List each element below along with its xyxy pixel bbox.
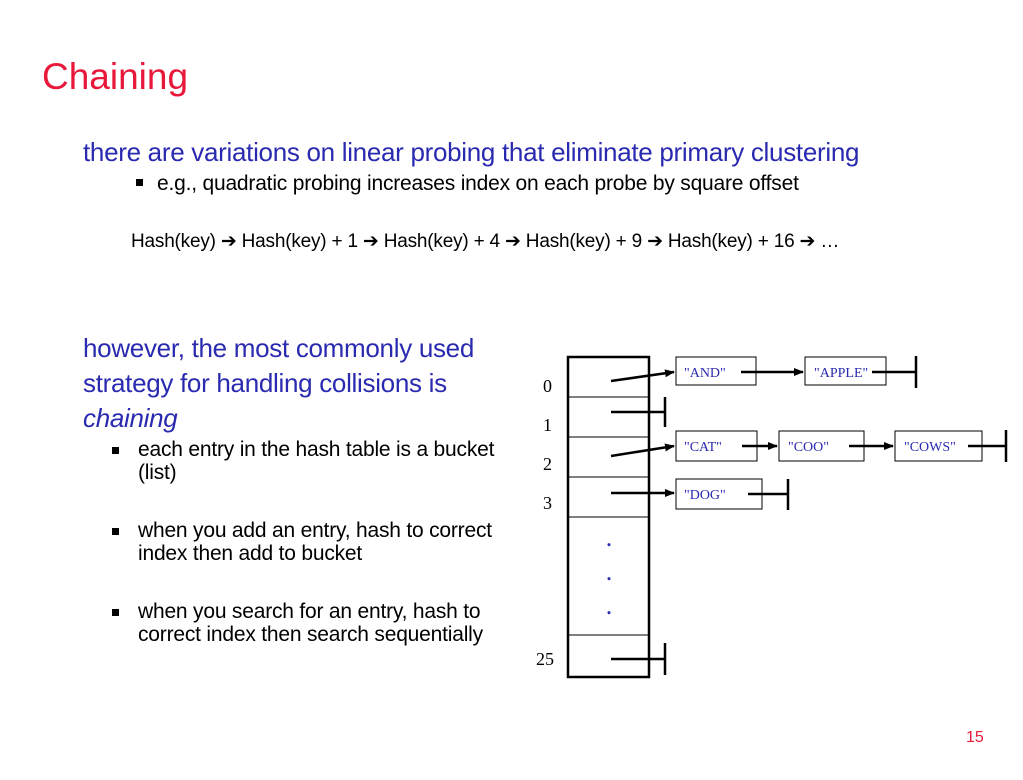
index-label-0: 0 bbox=[543, 376, 552, 396]
sub-bullet-add-text: when you add an entry, hash to correct index then add to bucket bbox=[138, 519, 492, 565]
index-label-1: 1 bbox=[543, 415, 552, 435]
index-label-25: 25 bbox=[536, 649, 554, 669]
bullet-chaining-text: however, the most commonly used strategy for handling collisions is bbox=[83, 333, 474, 398]
bullet-variations: there are variations on linear probing that eliminate primary clustering bbox=[83, 137, 860, 167]
node-label-dog: "DOG" bbox=[684, 488, 726, 503]
probe-sequence-formula: Hash(key) ➔ Hash(key) + 1 ➔ Hash(key) + 4 ➔ Hash(key) + 9 ➔ Hash(key) + 16 ➔ … bbox=[131, 231, 840, 252]
node-label-cat: "CAT" bbox=[684, 440, 722, 455]
node-label-and: "AND" bbox=[684, 366, 726, 381]
index-label-2: 2 bbox=[543, 454, 552, 474]
ellipsis-dot: . bbox=[605, 591, 613, 620]
chain-row-2 bbox=[611, 430, 1006, 462]
chain-row-0 bbox=[611, 356, 916, 388]
page-number: 15 bbox=[966, 729, 984, 746]
chain-row-1 bbox=[611, 397, 665, 427]
node-label-coo: "COO" bbox=[788, 440, 829, 455]
ellipsis-dot: . bbox=[605, 523, 613, 552]
chaining-emphasis: chaining bbox=[83, 403, 178, 433]
sub-bullet-search-text: when you search for an entry, hash to correct index then search sequentially bbox=[138, 600, 483, 646]
pointer-arrow bbox=[611, 446, 674, 456]
index-label-3: 3 bbox=[543, 493, 552, 513]
pointer-arrow bbox=[611, 372, 674, 381]
chain-row-3 bbox=[611, 479, 788, 510]
node-label-apple: "APPLE" bbox=[814, 366, 869, 381]
sub-bullet-bucket-text: each entry in the hash table is a bucket (list) bbox=[138, 438, 495, 484]
hash-table-array bbox=[568, 357, 649, 677]
node-label-cows: "COWS" bbox=[904, 440, 956, 455]
sub-bullet-quadratic-text: e.g., quadratic probing increases index on each probe by square offset bbox=[157, 172, 799, 195]
slide-title: Chaining bbox=[42, 56, 189, 97]
chain-row-25 bbox=[611, 643, 665, 675]
ellipsis-dot: . bbox=[605, 557, 613, 586]
